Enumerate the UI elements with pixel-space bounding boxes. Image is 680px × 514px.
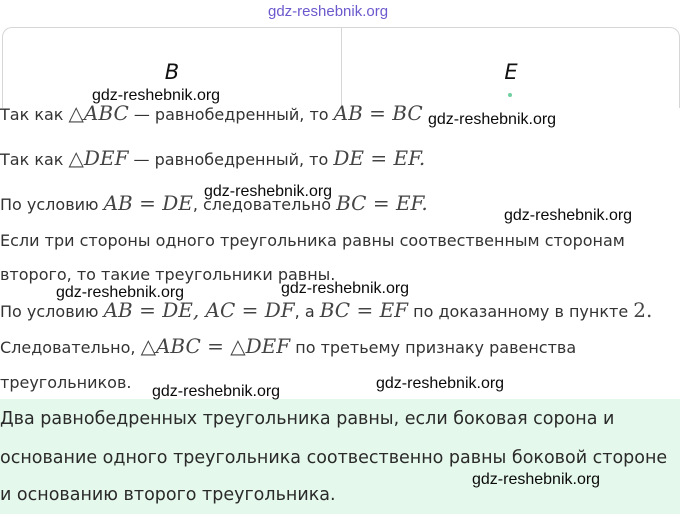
line-text: Так как [0,150,69,169]
math-expression: BC = EF [319,298,409,322]
solution-line-5: второго, то такие треугольники равны. [0,265,336,284]
solution-line-6 [0,300,652,320]
conclusion-line-2: основание одного треугольника соотвественно равны боковой стороне [0,448,668,468]
watermark: gdz-reshebnik.org [428,111,557,128]
line-text: Так как [0,105,69,124]
solution-line-1 [0,103,423,123]
watermark: gdz-reshebnik.org [92,87,221,104]
math-expression: AB = DE [103,191,193,215]
math-expression: AB = BC [333,101,423,125]
watermark: gdz-reshebnik.org [504,207,633,224]
line-text: — равнобедренный, то [128,105,334,124]
conclusion-line-3: и основанию второго треугольника. [0,485,336,505]
math-expression: DE = EF. [333,146,426,170]
math-expression: △ABC [68,101,129,125]
watermark: gdz-reshebnik.org [472,471,601,488]
line-text: , следовательно [192,195,337,214]
vertex-label-b: B [164,60,180,84]
watermark: gdz-reshebnik.org [204,183,333,200]
line-text: , а [294,302,320,321]
line-text: По условию [0,302,104,321]
line-text: по доказанному в пункте [408,302,634,321]
watermark: gdz-reshebnik.org [152,383,281,400]
decorative-dot [508,93,512,97]
watermark: gdz-reshebnik.org [281,280,410,297]
solution-line-2 [0,148,425,168]
conclusion-line-1: Два равнобедренных треугольника равны, если боковая сорона и [0,409,615,429]
solution-line-8: треугольников. [0,373,132,392]
line-text: Следовательно, [0,338,141,357]
watermark: gdz-reshebnik.org [376,375,505,392]
solution-line-4: Если три стороны одного треугольника равны соотвественным сторонам [0,231,625,250]
math-expression: BC = EF. [336,191,428,215]
math-expression: △DEF [68,146,129,170]
table-cell-right [342,28,680,108]
watermark-top: gdz-reshebnik.org [268,3,389,20]
watermark: gdz-reshebnik.org [56,284,185,301]
solution-line-7 [0,336,576,356]
line-text: по третьему признаку равенства [290,338,577,357]
line-text: По условию [0,195,104,214]
line-text: — равнобедренный, то [128,150,334,169]
math-expression: △ABC = △DEF [140,334,291,358]
vertex-label-e: E [504,60,518,84]
conclusion-box [0,399,680,514]
math-expression: AB = DE, AC = DF [103,298,295,322]
math-number: 2. [633,298,653,322]
